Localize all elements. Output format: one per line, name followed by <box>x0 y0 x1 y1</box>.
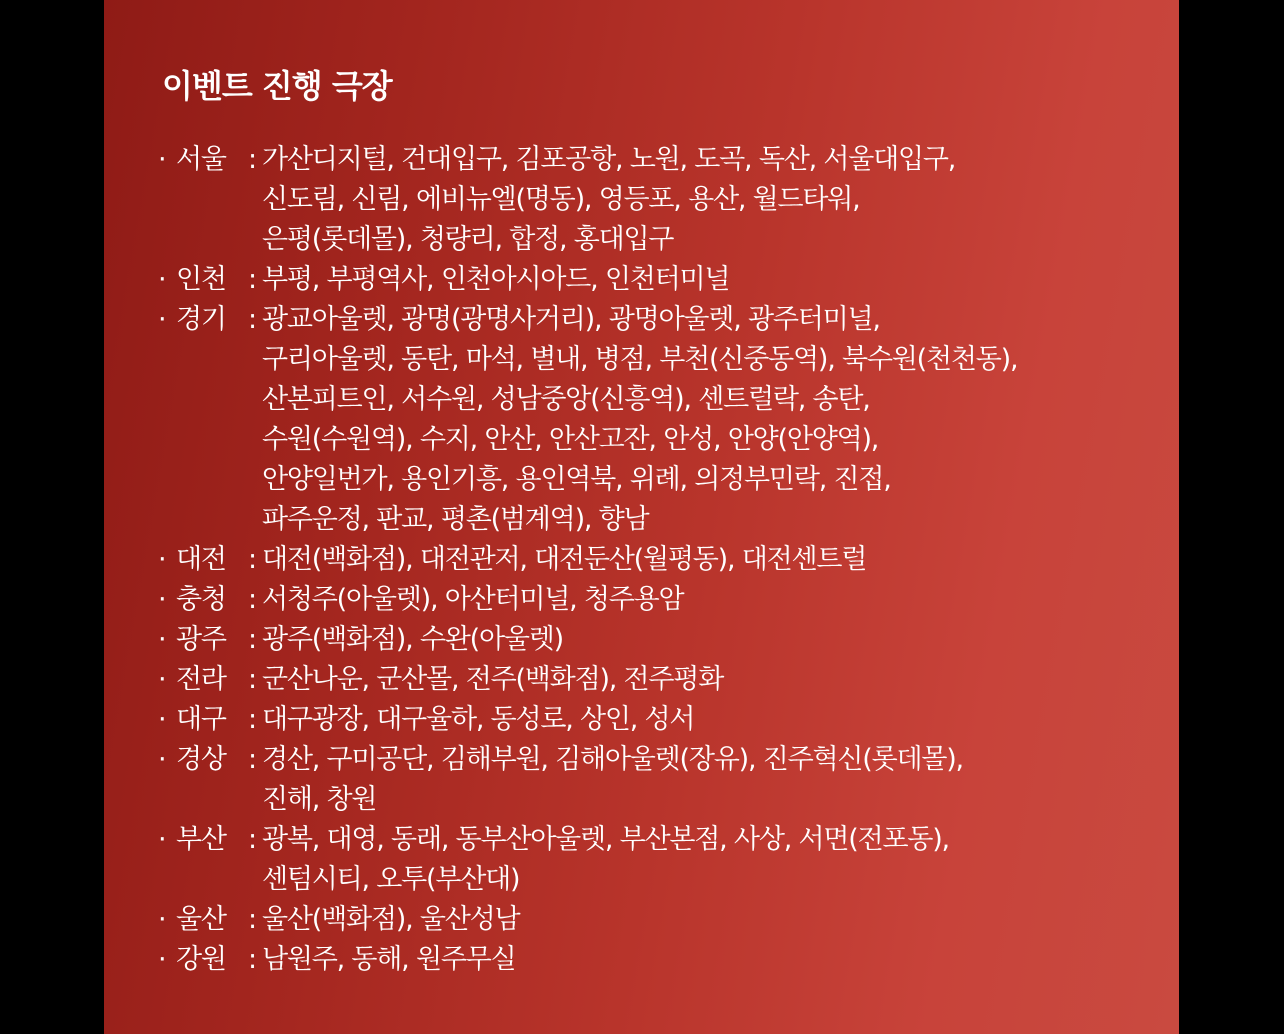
region-row-1 <box>158 140 1168 260</box>
region-name: 인천 <box>176 264 226 295</box>
region-name: 경상 <box>176 744 226 775</box>
region-row-2 <box>158 260 1168 300</box>
theater-line: 남원주, 동해, 원주무실 <box>262 944 516 975</box>
region-list <box>158 140 1168 980</box>
region-row-10 <box>158 820 1168 900</box>
theater-line: 울산(백화점), 울산성남 <box>262 904 520 935</box>
bullet: · <box>158 704 166 735</box>
theater-line: 산본피트인, 서수원, 성남중앙(신흥역), 센트럴락, 송탄, <box>262 384 870 415</box>
theater-line: 가산디지털, 건대입구, 김포공항, 노원, 도곡, 독산, 서울대입구, <box>262 144 956 175</box>
colon-separator: : <box>248 584 256 615</box>
bullet: · <box>158 664 166 695</box>
region-name: 강원 <box>176 944 226 975</box>
colon-separator: : <box>248 904 256 935</box>
theater-line: 부평, 부평역사, 인천아시아드, 인천터미널 <box>262 264 730 295</box>
region-row-6 <box>158 620 1168 660</box>
theater-list <box>262 620 1168 660</box>
bullet: · <box>158 824 166 855</box>
theater-list <box>262 660 1168 700</box>
bullet: · <box>158 944 166 975</box>
colon-separator: : <box>248 144 256 175</box>
theater-line: 대전(백화점), 대전관저, 대전둔산(월평동), 대전센트럴 <box>262 544 867 575</box>
region-row-4 <box>158 540 1168 580</box>
theater-line: 대구광장, 대구율하, 동성로, 상인, 성서 <box>262 704 695 735</box>
bullet: · <box>158 584 166 615</box>
theater-line: 광주(백화점), 수완(아울렛) <box>262 624 563 655</box>
colon-separator: : <box>248 264 256 295</box>
colon-separator: : <box>248 704 256 735</box>
theater-line: 수원(수원역), 수지, 안산, 안산고잔, 안성, 안양(안양역), <box>262 424 879 455</box>
region-name: 울산 <box>176 904 226 935</box>
region-row-5 <box>158 580 1168 620</box>
theater-list <box>262 140 1168 260</box>
region-name: 충청 <box>176 584 226 615</box>
colon-separator: : <box>248 624 256 655</box>
theater-line: 진해, 창원 <box>262 784 377 815</box>
theater-list <box>262 820 1168 900</box>
theater-list <box>262 700 1168 740</box>
region-name: 서울 <box>176 144 226 175</box>
theater-line: 군산나운, 군산몰, 전주(백화점), 전주평화 <box>262 664 724 695</box>
theater-line: 서청주(아울렛), 아산터미널, 청주용암 <box>262 584 684 615</box>
region-name: 경기 <box>176 304 226 335</box>
region-row-3 <box>158 300 1168 540</box>
theater-line: 경산, 구미공단, 김해부원, 김해아울렛(장유), 진주혁신(롯데몰), <box>262 744 963 775</box>
region-name: 전라 <box>176 664 226 695</box>
bullet: · <box>158 744 166 775</box>
theater-line: 광교아울렛, 광명(광명사거리), 광명아울렛, 광주터미널, <box>262 304 880 335</box>
bullet: · <box>158 904 166 935</box>
region-name: 대전 <box>176 544 226 575</box>
bullet: · <box>158 544 166 575</box>
theater-line: 안양일번가, 용인기흥, 용인역북, 위례, 의정부민락, 진접, <box>262 464 891 495</box>
colon-separator: : <box>248 744 256 775</box>
theater-list <box>262 580 1168 620</box>
colon-separator: : <box>248 304 256 335</box>
region-row-12 <box>158 940 1168 980</box>
theater-list <box>262 740 1168 820</box>
region-row-7 <box>158 660 1168 700</box>
bullet: · <box>158 144 166 175</box>
theater-line: 파주운정, 판교, 평촌(범계역), 향남 <box>262 504 649 535</box>
event-theater-panel <box>104 0 1179 1034</box>
colon-separator: : <box>248 824 256 855</box>
theater-list <box>262 940 1168 980</box>
page-title: 이벤트 진행 극장 <box>162 67 392 105</box>
region-name: 대구 <box>176 704 226 735</box>
region-row-9 <box>158 740 1168 820</box>
theater-line: 센텀시티, 오투(부산대) <box>262 864 520 895</box>
region-row-11 <box>158 900 1168 940</box>
theater-list <box>262 300 1168 540</box>
region-row-8 <box>158 700 1168 740</box>
bullet: · <box>158 304 166 335</box>
colon-separator: : <box>248 544 256 575</box>
region-name: 광주 <box>176 624 226 655</box>
theater-line: 은평(롯데몰), 청량리, 합정, 홍대입구 <box>262 224 674 255</box>
theater-line: 구리아울렛, 동탄, 마석, 별내, 병점, 부천(신중동역), 북수원(천천동), <box>262 344 1018 375</box>
theater-list <box>262 540 1168 580</box>
theater-line: 광복, 대영, 동래, 동부산아울렛, 부산본점, 사상, 서면(전포동), <box>262 824 949 855</box>
theater-list <box>262 260 1168 300</box>
region-name: 부산 <box>176 824 226 855</box>
theater-line: 신도림, 신림, 에비뉴엘(명동), 영등포, 용산, 월드타워, <box>262 184 860 215</box>
theater-list <box>262 900 1168 940</box>
bullet: · <box>158 624 166 655</box>
colon-separator: : <box>248 664 256 695</box>
bullet: · <box>158 264 166 295</box>
colon-separator: : <box>248 944 256 975</box>
